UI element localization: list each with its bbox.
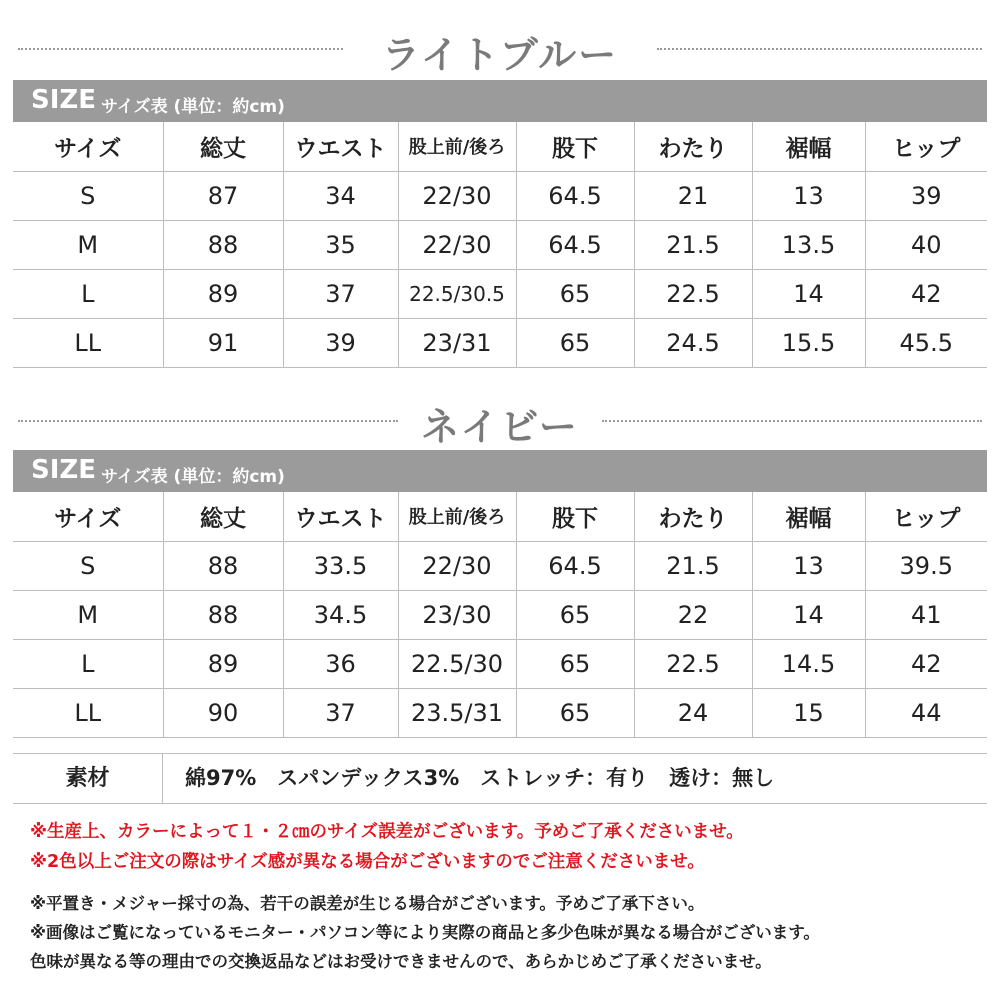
- cell-rise: 22.5/30: [398, 639, 516, 688]
- cell-rise: 22/30: [398, 541, 516, 590]
- cell-rise: 23/30: [398, 590, 516, 639]
- cell-waist: 37: [283, 269, 398, 318]
- header-thigh: わたり: [634, 492, 752, 541]
- header-hem-width: 裾幅: [752, 122, 865, 171]
- cell-inseam: 65: [516, 639, 634, 688]
- material-row: [13, 753, 987, 804]
- cell-thigh: 21: [634, 171, 752, 220]
- header-waist: ウエスト: [283, 122, 398, 171]
- cell-total-length: 89: [163, 639, 283, 688]
- header-size: サイズ: [13, 492, 163, 541]
- cell-inseam: 64.5: [516, 171, 634, 220]
- cell-waist: 36: [283, 639, 398, 688]
- cell-hip: 40: [865, 220, 987, 269]
- header-waist: ウエスト: [283, 492, 398, 541]
- cell-hip: 39.5: [865, 541, 987, 590]
- cell-inseam: 65: [516, 269, 634, 318]
- header-inseam: 股下: [516, 492, 634, 541]
- cell-thigh: 21.5: [634, 220, 752, 269]
- section-title-light-blue: [0, 18, 1000, 78]
- cell-rise: 22/30: [398, 171, 516, 220]
- cell-size: M: [13, 590, 163, 639]
- cell-size: LL: [13, 688, 163, 737]
- size-label: SIZE: [31, 85, 97, 115]
- cell-hem-width: 13.5: [752, 220, 865, 269]
- header-total-length: 総丈: [163, 122, 283, 171]
- cell-waist: 34: [283, 171, 398, 220]
- cell-size: S: [13, 541, 163, 590]
- table-row: [13, 269, 987, 318]
- cell-hip: 41: [865, 590, 987, 639]
- table-header-row: [13, 122, 987, 171]
- cell-inseam: 65: [516, 688, 634, 737]
- table-row: [13, 171, 987, 220]
- table-row: [13, 639, 987, 688]
- header-rise: 股上前/後ろ: [398, 122, 516, 171]
- cell-waist: 34.5: [283, 590, 398, 639]
- cell-inseam: 64.5: [516, 220, 634, 269]
- cell-total-length: 89: [163, 269, 283, 318]
- cell-hip: 45.5: [865, 318, 987, 367]
- cell-waist: 35: [283, 220, 398, 269]
- size-header-bar: [13, 450, 987, 492]
- cell-hip: 39: [865, 171, 987, 220]
- table-row: [13, 688, 987, 737]
- cell-thigh: 22: [634, 590, 752, 639]
- header-hip: ヒップ: [865, 492, 987, 541]
- cell-hip: 42: [865, 639, 987, 688]
- cell-total-length: 88: [163, 220, 283, 269]
- table-header-row: [13, 492, 987, 541]
- dotted-divider-right: [602, 420, 982, 422]
- cell-size: LL: [13, 318, 163, 367]
- note-red-1: ※生産上、カラーによって１・２㎝のサイズ誤差がございます。予めご了承くださいませ。: [30, 822, 744, 842]
- cell-hem-width: 15.5: [752, 318, 865, 367]
- cell-hem-width: 15: [752, 688, 865, 737]
- size-header-bar: [13, 80, 987, 122]
- section-title-text: ライトブルー: [381, 33, 619, 77]
- cell-hem-width: 13: [752, 171, 865, 220]
- cell-total-length: 91: [163, 318, 283, 367]
- cell-rise: 23.5/31: [398, 688, 516, 737]
- cell-hem-width: 14.5: [752, 639, 865, 688]
- cell-size: L: [13, 639, 163, 688]
- material-value: 綿97% スパンデックス3% ストレッチ：有り 透け：無し: [185, 766, 775, 790]
- cell-thigh: 24: [634, 688, 752, 737]
- header-inseam: 股下: [516, 122, 634, 171]
- cell-waist: 39: [283, 318, 398, 367]
- header-hip: ヒップ: [865, 122, 987, 171]
- note-black-1: ※平置き・メジャー採寸の為、若干の誤差が生じる場合がございます。予めご了承下さい。: [30, 894, 705, 913]
- header-total-length: 総丈: [163, 492, 283, 541]
- note-red-2: ※2色以上ご注文の際はサイズ感が異なる場合がございますのでご注意くださいませ。: [30, 852, 705, 872]
- size-unit-label: サイズ表 (単位：約cm): [101, 467, 285, 487]
- cell-size: M: [13, 220, 163, 269]
- material-label: 素材: [13, 754, 163, 803]
- size-unit-label: サイズ表 (単位：約cm): [101, 97, 285, 117]
- table-row: [13, 590, 987, 639]
- cell-hip: 44: [865, 688, 987, 737]
- header-rise: 股上前/後ろ: [398, 492, 516, 541]
- section-title-navy: [0, 390, 1000, 450]
- size-table-navy: [13, 492, 987, 738]
- cell-waist: 33.5: [283, 541, 398, 590]
- cell-inseam: 65: [516, 318, 634, 367]
- cell-total-length: 90: [163, 688, 283, 737]
- cell-hip: 42: [865, 269, 987, 318]
- cell-rise: 23/31: [398, 318, 516, 367]
- table-row: [13, 318, 987, 367]
- cell-waist: 37: [283, 688, 398, 737]
- cell-thigh: 24.5: [634, 318, 752, 367]
- cell-thigh: 22.5: [634, 269, 752, 318]
- cell-total-length: 88: [163, 590, 283, 639]
- header-thigh: わたり: [634, 122, 752, 171]
- cell-rise: 22/30: [398, 220, 516, 269]
- size-label: SIZE: [31, 455, 97, 485]
- cell-rise: 22.5/30.5: [398, 269, 516, 318]
- header-hem-width: 裾幅: [752, 492, 865, 541]
- cell-total-length: 88: [163, 541, 283, 590]
- table-row: [13, 220, 987, 269]
- cell-hem-width: 14: [752, 269, 865, 318]
- size-table-light-blue: [13, 122, 987, 368]
- note-black-2: ※画像はご覧になっているモニター・パソコン等により実際の商品と多少色味が異なる場合がございます。: [30, 923, 820, 942]
- cell-hem-width: 14: [752, 590, 865, 639]
- note-black-3: 色味が異なる等の理由での交換返品などはお受けできませんので、あらかじめご了承くださいませ。: [30, 952, 772, 971]
- cell-thigh: 21.5: [634, 541, 752, 590]
- table-row: [13, 541, 987, 590]
- cell-size: S: [13, 171, 163, 220]
- cell-hem-width: 13: [752, 541, 865, 590]
- cell-size: L: [13, 269, 163, 318]
- cell-total-length: 87: [163, 171, 283, 220]
- header-size: サイズ: [13, 122, 163, 171]
- cell-inseam: 64.5: [516, 541, 634, 590]
- cell-thigh: 22.5: [634, 639, 752, 688]
- cell-inseam: 65: [516, 590, 634, 639]
- section-title-text: ネイビー: [421, 405, 579, 449]
- dotted-divider-right: [657, 48, 982, 50]
